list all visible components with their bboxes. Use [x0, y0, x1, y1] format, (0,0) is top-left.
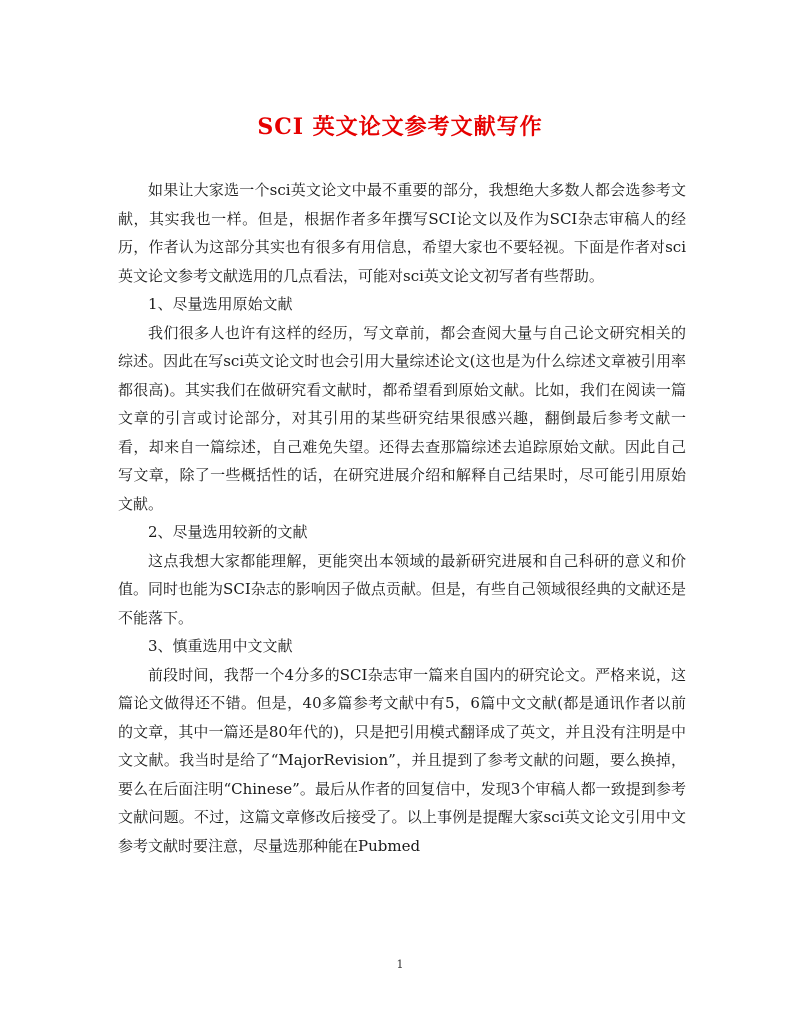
page-number: 1 [396, 958, 404, 971]
section-heading-1: 1、尽量选用原始文献 [148, 295, 293, 313]
document-title: SCI 英文论文参考文献写作 [257, 114, 543, 140]
paragraph-section-2: 这点我想大家都能理解，更能突出本领域的最新研究进展和自己科研的意义和价值。同时也能为SCI杂志的影响因子做点贡献。但是，有些自己领域很经典的文献还是不能落下。 [118, 551, 686, 627]
section-heading-2: 2、尽量选用较新的文献 [148, 523, 308, 541]
paragraph-intro: 如果让大家选一个sci英文论文中最不重要的部分，我想绝大多数人都会选参考文献，其实我也一样。但是，根据作者多年撰写SCI论文以及作为SCI杂志审稿人的经历，作者认为这部分其实也有很多有用信息，希望大家也不要轻视。下面是作者对sci英文论文参考文献选用的几点看法，可能对sci英文论文初写者有些帮助。 [118, 181, 686, 285]
document-body [118, 176, 686, 860]
paragraph-section-1: 我们很多人也许有这样的经历，写文章前，都会查阅大量与自己论文研究相关的综述。因此在写sci英文论文时也会引用大量综述论文(这也是为什么综述文章被引用率都很高)。其实我们在做研究看文献时，都希望看到原始文献。比如，我们在阅读一篇文章的引言或讨论部分，对其引用的某些研究结果很感兴趣，翻倒最后参考文献一看，却来自一篇综述，自己难免失望。还得去查那篇综述去追踪原始文献。因此自己写文章，除了一些概括性的话，在研究进展介绍和解释自己结果时，尽可能引用原始文献。 [118, 323, 686, 513]
section-heading-3: 3、慎重选用中文文献 [148, 637, 293, 655]
paragraph-section-3: 前段时间，我帮一个4分多的SCI杂志审一篇来自国内的研究论文。严格来说，这篇论文做得还不错。但是，40多篇参考文献中有5，6篇中文文献(都是通讯作者以前的文章，其中一篇还是80年代的)，只是把引用模式翻译成了英文，并且没有注明是中文文献。我当时是给了“MajorRevision”，并且提到了参考文献的问题，要么换掉，要么在后面注明“Chinese”。最后从作者的回复信中，发现3个审稿人都一致提到参考文献问题。不过，这篇文章修改后接受了。以上事例是提醒大家sci英文论文引用中文参考文献时要注意，尽量选那种能在Pubmed [118, 665, 686, 855]
